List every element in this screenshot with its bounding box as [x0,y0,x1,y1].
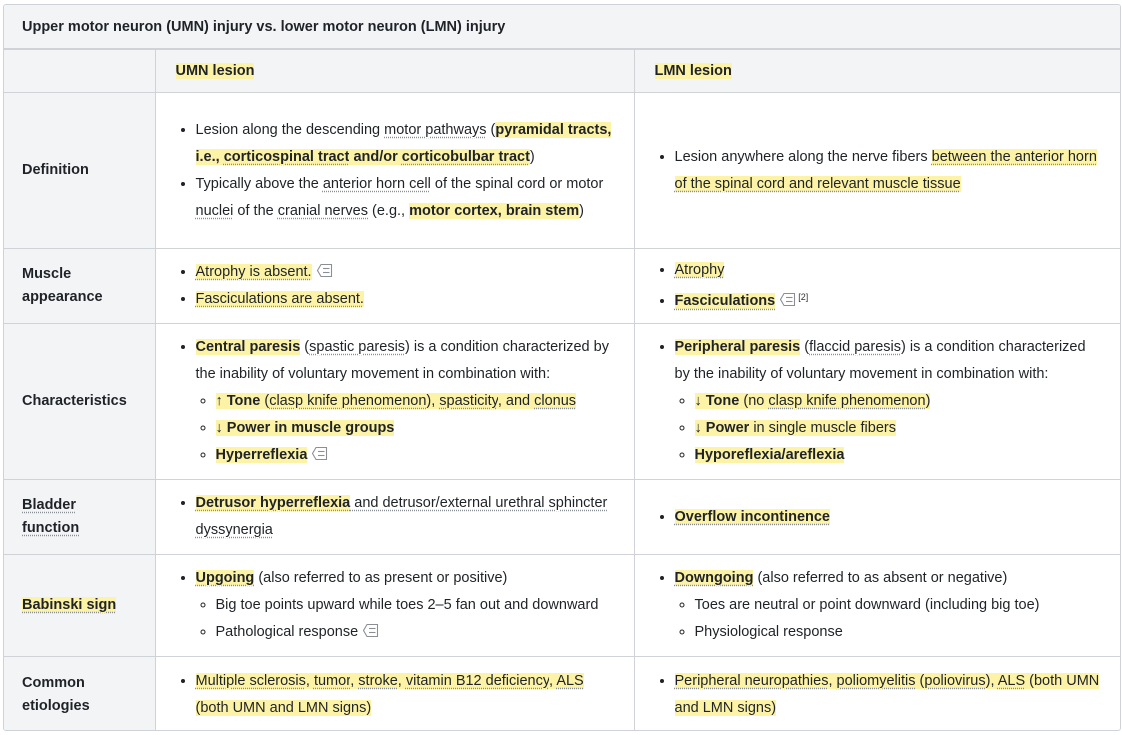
term-link[interactable]: Atrophy [674,261,725,278]
term-link[interactable]: Detrusor hyperreflexia [195,495,351,511]
list-item [196,259,614,286]
term-link[interactable]: Multiple sclerosis [195,672,306,689]
term-link[interactable]: Fasciculations [674,293,776,310]
term-link[interactable]: poliomyelitis [836,672,916,689]
term-link[interactable]: Fasciculations are absent. [195,291,364,307]
term-link[interactable]: clonus [534,393,577,409]
term-link[interactable]: Atrophy is absent. [195,264,312,280]
list-item: • Lesion along the descending motor pathways (pyramidal tracts, i.e., corticospinal tract and/or corticobulbar tract) [196,117,614,171]
list-item: • Upgoing (also referred to as present or positive) ◦ Big toe points upward while toes 2–5 fan out and downward ◦ Pathological response [196,565,614,646]
cell-muscle-lmn [634,249,1121,324]
row-babinski-sign [4,555,1121,657]
term-link[interactable]: poliovirus [924,672,986,689]
list-item: ◦ ↓ Tone (no clasp knife phenomenon) [695,388,1103,415]
term-link[interactable]: ALS [556,672,584,689]
term-link[interactable]: ALS [997,672,1026,689]
cell-characteristics-lmn [634,324,1121,480]
list-item [675,284,1103,316]
row-label-characteristics: Characteristics [4,324,155,480]
list-item: ◦ Hyporeflexia/areflexia [695,442,1103,469]
term-link[interactable]: between the anterior horn of the spinal cord and relevant muscle tissue [674,148,1097,192]
list-item: ◦ ↓ Power in single muscle fibers [695,415,1103,442]
term-link[interactable]: flaccid paresis [809,339,901,355]
term-link[interactable]: clasp knife phenomenon [269,393,427,409]
row-characteristics [4,324,1121,480]
header-umn-label: UMN lesion [175,63,255,79]
term-link[interactable]: Upgoing [195,570,255,586]
header-blank [4,50,155,93]
row-bladder-function [4,480,1121,555]
list-item: ◦ ↑ Tone (clasp knife phenomenon), spasticity, and clonus [216,388,614,415]
term-link[interactable]: Overflow incontinence [674,508,830,525]
reference-marker[interactable]: [2] [798,291,809,302]
list-item: ◦ ↓ Power in muscle groups [216,415,614,442]
row-label-bladder [4,480,155,555]
note-icon[interactable] [362,623,379,638]
note-icon[interactable] [311,446,328,461]
cell-muscle-umn [155,249,634,324]
term-link[interactable]: Babinski sign [22,597,117,613]
row-label-etiologies: Common etiologies [4,657,155,732]
row-label-muscle: Muscle appearance [4,249,155,324]
list-item: ◦ Hyperreflexia [216,442,614,469]
list-item [196,286,614,313]
term-link[interactable]: and detrusor/external urethral sphincter dyssynergia [195,495,608,538]
list-item: • Peripheral neuropathies, poliomyelitis (poliovirus), ALS (both UMN and LMN signs) [675,668,1103,722]
list-item: • Typically above the anterior horn cell of the spinal cord or motor nuclei of the cranial nerves (e.g., motor cortex, brain stem) [196,171,614,225]
list-item: ◦ Toes are neutral or point downward (including big toe) [695,592,1103,619]
list-item: ◦ Pathological response [216,619,614,646]
list-item: • Multiple sclerosis, tumor, stroke, vitamin B12 deficiency, ALS (both UMN and LMN signs) [196,668,614,722]
row-label-definition: Definition [4,93,155,249]
cell-bladder-umn [155,480,634,555]
list-item: ◦ Physiological response [695,619,1103,646]
note-icon[interactable] [779,292,796,307]
term-link[interactable]: stroke [358,672,398,689]
cell-babinski-lmn [634,555,1121,657]
term-link[interactable]: anterior horn cell [322,175,431,192]
list-item [675,504,1103,531]
cell-definition-umn [155,93,634,249]
term-link[interactable]: Downgoing [674,570,754,586]
term-link[interactable]: clasp knife phenomenon [768,393,926,409]
term-link[interactable]: corticospinal tract [223,148,350,165]
cell-bladder-lmn [634,480,1121,555]
row-label-babinski [4,555,155,657]
header-lmn [634,50,1121,93]
term-link[interactable]: nuclei [195,202,234,219]
header-row [4,50,1121,93]
term-link[interactable]: motor pathways [384,121,487,138]
term-link[interactable]: Peripheral neuropathies [674,672,829,689]
term-link[interactable]: corticobulbar tract [401,148,530,165]
table-caption: Upper motor neuron (UMN) injury vs. lower motor neuron (LMN) injury [4,5,1120,49]
comparison-table-card [3,4,1121,731]
cell-etiologies-umn [155,657,634,732]
list-item: • Downgoing (also referred to as absent or negative) ◦ Toes are neutral or point downward (including big toe) ◦ Physiological response [675,565,1103,646]
term-link[interactable]: cranial nerves [277,202,368,219]
term-link[interactable]: spasticity [439,393,498,409]
note-icon[interactable] [316,263,333,278]
term-link[interactable]: tumor [313,672,351,689]
list-item: • Lesion anywhere along the nerve fibers between the anterior horn of the spinal cord and relevant muscle tissue [675,144,1103,198]
header-lmn-label: LMN lesion [654,63,732,79]
list-item: • Central paresis (spastic paresis) is a condition characterized by the inability of voluntary movement in combination with: ◦ ↑ Tone (clasp knife phenomenon), spasticity, and clonus ◦ ↓ Power in muscle groups ◦ Hyperreflexia [196,334,614,469]
row-muscle-appearance [4,249,1121,324]
term-link[interactable]: spastic paresis [309,339,406,355]
list-item [196,490,614,544]
list-item [675,257,1103,284]
term-link[interactable]: Bladder function [22,497,80,536]
comparison-table [4,49,1121,731]
term-link[interactable]: vitamin B12 deficiency [405,672,550,689]
cell-babinski-umn [155,555,634,657]
cell-definition-lmn [634,93,1121,249]
row-definition [4,93,1121,249]
cell-etiologies-lmn [634,657,1121,732]
header-umn [155,50,634,93]
list-item: • Peripheral paresis (flaccid paresis) is a condition characterized by the inability of voluntary movement in combination with: ◦ ↓ Tone (no clasp knife phenomenon) ◦ ↓ Power in single muscle fibers ◦ Hyporeflexia/areflexia [675,334,1103,469]
list-item: ◦ Big toe points upward while toes 2–5 fan out and downward [216,592,614,619]
row-common-etiologies [4,657,1121,732]
cell-characteristics-umn [155,324,634,480]
